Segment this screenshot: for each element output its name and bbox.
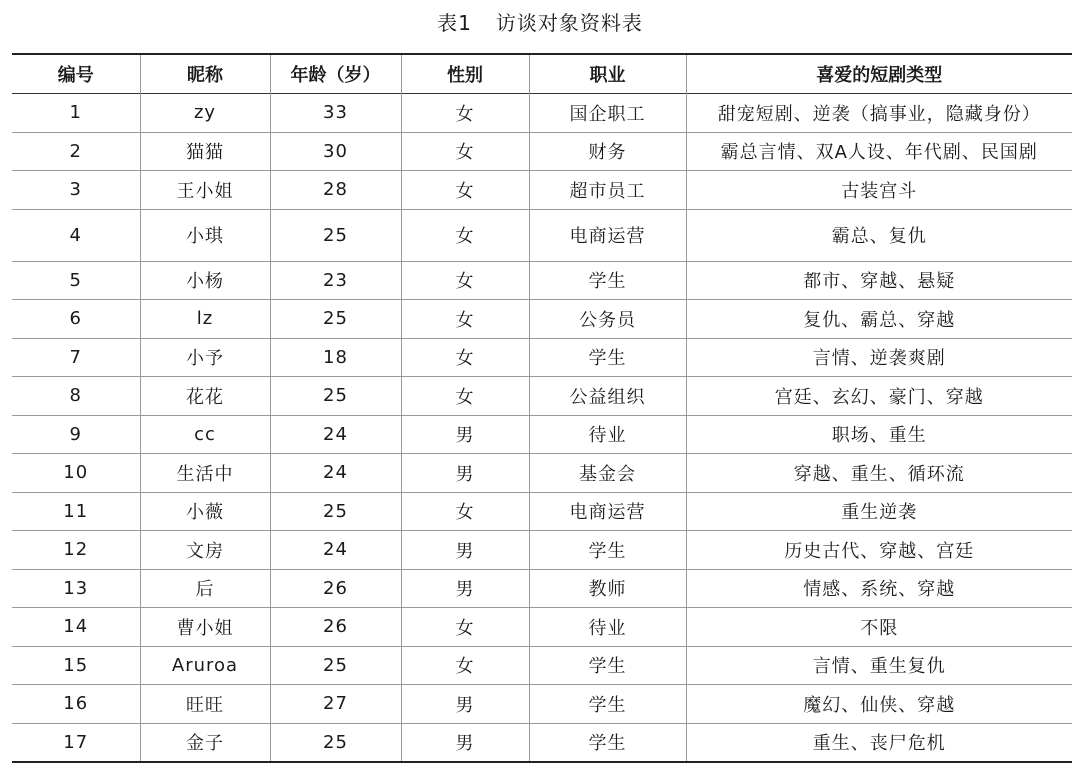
table-body	[12, 94, 1072, 763]
cell-age: 26	[270, 608, 401, 647]
cell-occupation: 学生	[529, 531, 686, 570]
cell-age: 23	[270, 261, 401, 300]
cell-occupation: 学生	[529, 338, 686, 377]
cell-favorite-genres: 霸总言情、双A人设、年代剧、民国剧	[686, 132, 1072, 171]
cell-occupation: 财务	[529, 132, 686, 171]
cell-favorite-genres: 不限	[686, 608, 1072, 647]
cell-nickname: 旺旺	[140, 685, 270, 724]
cell-number: 1	[69, 102, 82, 124]
cell-favorite-genres: 复仇、霸总、穿越	[686, 300, 1072, 339]
cell-nickname: 小予	[140, 338, 270, 377]
cell-age: 24	[270, 415, 401, 454]
cell-gender: 男	[401, 723, 529, 762]
header-nickname: 昵称	[140, 54, 270, 94]
table-row	[12, 415, 1072, 454]
table-header	[12, 54, 1072, 94]
cell-favorite-genres: 魔幻、仙侠、穿越	[686, 685, 1072, 724]
cell-age: 25	[270, 723, 401, 762]
cell-gender: 女	[401, 608, 529, 647]
cell-number: 4	[69, 224, 82, 246]
cell-age: 25	[270, 377, 401, 416]
cell-occupation: 公益组织	[529, 377, 686, 416]
cell-age: 24	[270, 454, 401, 493]
header-row	[12, 54, 1072, 94]
cell-nickname: zy	[140, 94, 270, 133]
cell-age: 26	[270, 569, 401, 608]
cell-age: 25	[270, 646, 401, 685]
cell-nickname: cc	[140, 415, 270, 454]
cell-favorite-genres: 穿越、重生、循环流	[686, 454, 1072, 493]
table-row	[12, 492, 1072, 531]
table-row	[12, 377, 1072, 416]
table-row	[12, 132, 1072, 171]
cell-favorite-genres: 言情、重生复仇	[686, 646, 1072, 685]
cell-age: 25	[270, 300, 401, 339]
cell-gender: 女	[401, 377, 529, 416]
header-occupation: 职业	[529, 54, 686, 94]
cell-gender: 女	[401, 171, 529, 210]
cell-occupation: 学生	[529, 261, 686, 300]
cell-occupation: 待业	[529, 415, 686, 454]
cell-occupation: 待业	[529, 608, 686, 647]
header-favorite-genres: 喜爱的短剧类型	[686, 54, 1072, 94]
table-row	[12, 454, 1072, 493]
cell-gender: 女	[401, 261, 529, 300]
cell-occupation: 教师	[529, 569, 686, 608]
cell-age: 18	[270, 338, 401, 377]
table-caption	[0, 8, 1080, 38]
cell-gender: 女	[401, 492, 529, 531]
cell-nickname: 文房	[140, 531, 270, 570]
cell-nickname: 后	[140, 569, 270, 608]
cell-favorite-genres: 情感、系统、穿越	[686, 569, 1072, 608]
header-number: 编号	[57, 65, 94, 86]
cell-favorite-genres: 都市、穿越、悬疑	[686, 261, 1072, 300]
cell-favorite-genres: 重生、丧尸危机	[686, 723, 1072, 762]
cell-gender: 女	[401, 132, 529, 171]
cell-age: 24	[270, 531, 401, 570]
cell-gender: 男	[401, 415, 529, 454]
table-row	[12, 685, 1072, 724]
cell-number: 9	[69, 423, 82, 445]
table-row	[12, 646, 1072, 685]
cell-number: 3	[69, 179, 82, 201]
table-row	[12, 209, 1072, 261]
cell-age: 25	[270, 209, 401, 261]
cell-number: 6	[69, 308, 82, 330]
cell-nickname: 猫猫	[140, 132, 270, 171]
cell-age: 28	[270, 171, 401, 210]
table-row	[12, 300, 1072, 339]
cell-favorite-genres: 职场、重生	[686, 415, 1072, 454]
cell-favorite-genres: 宫廷、玄幻、豪门、穿越	[686, 377, 1072, 416]
cell-number: 7	[69, 346, 82, 368]
cell-nickname: 小薇	[140, 492, 270, 531]
cell-age: 27	[270, 685, 401, 724]
cell-favorite-genres: 甜宠短剧、逆袭（搞事业，隐藏身份）	[686, 94, 1072, 133]
cell-nickname: 小杨	[140, 261, 270, 300]
cell-favorite-genres: 历史古代、穿越、宫廷	[686, 531, 1072, 570]
cell-favorite-genres: 古装宫斗	[686, 171, 1072, 210]
cell-favorite-genres: 重生逆袭	[686, 492, 1072, 531]
cell-number: 17	[63, 731, 89, 753]
table-row	[12, 531, 1072, 570]
cell-nickname: 小琪	[140, 209, 270, 261]
cell-occupation: 学生	[529, 723, 686, 762]
cell-number: 12	[63, 539, 89, 561]
cell-gender: 男	[401, 685, 529, 724]
interviewee-table	[12, 53, 1072, 763]
cell-number: 13	[63, 577, 89, 599]
cell-age: 30	[270, 132, 401, 171]
table-row	[12, 608, 1072, 647]
table-row	[12, 723, 1072, 762]
cell-number: 14	[63, 616, 89, 638]
cell-number: 10	[63, 462, 89, 484]
table-row	[12, 94, 1072, 133]
cell-number: 8	[69, 385, 82, 407]
cell-age: 33	[270, 94, 401, 133]
cell-number: 11	[63, 500, 89, 522]
cell-occupation: 超市员工	[529, 171, 686, 210]
table-row	[12, 171, 1072, 210]
cell-occupation: 电商运营	[529, 209, 686, 261]
cell-gender: 男	[401, 454, 529, 493]
cell-occupation: 公务员	[529, 300, 686, 339]
cell-number: 2	[69, 140, 82, 162]
cell-age: 25	[270, 492, 401, 531]
cell-occupation: 学生	[529, 646, 686, 685]
cell-gender: 女	[401, 300, 529, 339]
cell-gender: 女	[401, 646, 529, 685]
header-age: 年龄（岁）	[270, 54, 401, 94]
cell-occupation: 国企职工	[529, 94, 686, 133]
cell-number: 5	[69, 269, 82, 291]
cell-nickname: 王小姐	[140, 171, 270, 210]
cell-gender: 女	[401, 338, 529, 377]
cell-number: 16	[63, 693, 89, 715]
cell-gender: 女	[401, 209, 529, 261]
cell-nickname: 生活中	[140, 454, 270, 493]
cell-favorite-genres: 言情、逆袭爽剧	[686, 338, 1072, 377]
cell-nickname: 金子	[140, 723, 270, 762]
table-row	[12, 338, 1072, 377]
cell-nickname: 花花	[140, 377, 270, 416]
cell-occupation: 电商运营	[529, 492, 686, 531]
table-row	[12, 569, 1072, 608]
table-title: 访谈对象资料表	[495, 11, 643, 35]
cell-nickname: 曹小姐	[140, 608, 270, 647]
header-gender: 性别	[401, 54, 529, 94]
cell-gender: 男	[401, 531, 529, 570]
cell-nickname: Aruroa	[140, 646, 270, 685]
table-number: 表1	[437, 11, 472, 35]
cell-gender: 女	[401, 94, 529, 133]
cell-occupation: 基金会	[529, 454, 686, 493]
cell-favorite-genres: 霸总、复仇	[686, 209, 1072, 261]
cell-number: 15	[63, 654, 89, 676]
cell-gender: 男	[401, 569, 529, 608]
cell-occupation: 学生	[529, 685, 686, 724]
table-row	[12, 261, 1072, 300]
cell-nickname: lz	[140, 300, 270, 339]
